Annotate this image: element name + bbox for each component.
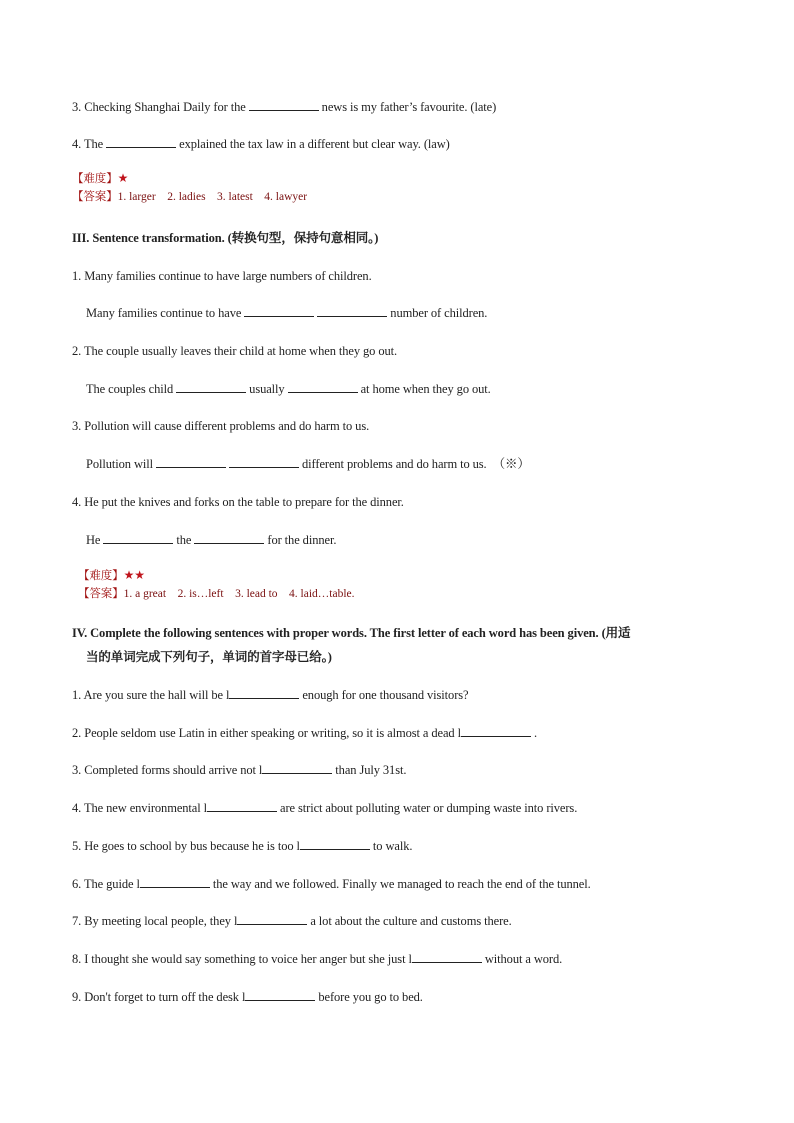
question-iv-2: 2. People seldom use Latin in either speaking or writing, so it is almost a dead l . bbox=[72, 726, 538, 740]
star-icon: ★ bbox=[117, 171, 129, 185]
question-iv-6: 6. The guide l the way and we followed. Finally we managed to reach the end of the tunnel. bbox=[72, 877, 591, 891]
difficulty-ii: 【难度】★ bbox=[72, 171, 129, 185]
question-iii-1-rewrite: Many families continue to have number of children. bbox=[86, 306, 488, 320]
answer-blank[interactable] bbox=[412, 951, 482, 963]
question-iv-5: 5. He goes to school by bus because he is too l to walk. bbox=[72, 839, 413, 853]
answer-blank[interactable] bbox=[461, 725, 531, 737]
question-iii-2-rewrite: The couples child usually at home when they go out. bbox=[86, 382, 491, 396]
answer-blank[interactable] bbox=[262, 762, 332, 774]
question-iii-3-original: 3. Pollution will cause different problems and do harm to us. bbox=[72, 419, 370, 433]
question-iv-9: 9. Don't forget to turn off the desk l before you go to bed. bbox=[72, 990, 423, 1004]
question-iii-1-original: 1. Many families continue to have large numbers of children. bbox=[72, 269, 372, 283]
answer-blank[interactable] bbox=[176, 381, 246, 393]
answer-blank[interactable] bbox=[207, 800, 277, 812]
question-iv-1: 1. Are you sure the hall will be l enough for one thousand visitors? bbox=[72, 688, 469, 702]
question-iv-3: 3. Completed forms should arrive not l than July 31st. bbox=[72, 763, 407, 777]
question-iv-7: 7. By meeting local people, they l a lot about the culture and customs there. bbox=[72, 914, 512, 928]
answer-blank[interactable] bbox=[317, 305, 387, 317]
question-ii-4: 4. The explained the tax law in a different but clear way. (law) bbox=[72, 137, 450, 151]
answer-blank[interactable] bbox=[106, 136, 176, 148]
answer-blank[interactable] bbox=[140, 876, 210, 888]
answer-blank[interactable] bbox=[103, 532, 173, 544]
answers-iii: 【答案】1. a great 2. is…left 3. lead to 4. laid…table. bbox=[78, 588, 355, 600]
answer-blank[interactable] bbox=[229, 687, 299, 699]
answers-ii: 【答案】1. larger 2. ladies 3. latest 4. lawyer bbox=[72, 191, 308, 203]
answer-blank[interactable] bbox=[244, 305, 314, 317]
question-iv-8: 8. I thought she would say something to voice her anger but she just l without a word. bbox=[72, 952, 563, 966]
section-iv-heading-line1: IV. Complete the following sentences with proper words. The first letter of each word has been given. (用适 bbox=[72, 626, 631, 640]
answer-blank[interactable] bbox=[245, 989, 315, 1001]
answer-blank[interactable] bbox=[288, 381, 358, 393]
question-iii-4-original: 4. He put the knives and forks on the table to prepare for the dinner. bbox=[72, 495, 404, 509]
answer-blank[interactable] bbox=[249, 99, 319, 111]
answer-blank[interactable] bbox=[237, 913, 307, 925]
question-iii-2-original: 2. The couple usually leaves their child at home when they go out. bbox=[72, 344, 398, 358]
question-iii-4-rewrite: He the for the dinner. bbox=[86, 533, 337, 547]
answer-blank[interactable] bbox=[156, 456, 226, 468]
question-iii-3-rewrite: Pollution will different problems and do harm to us. （※） bbox=[86, 457, 530, 471]
question-ii-3: 3. Checking Shanghai Daily for the news is my father’s favourite. (late) bbox=[72, 100, 497, 114]
answer-blank[interactable] bbox=[229, 456, 299, 468]
answer-blank[interactable] bbox=[194, 532, 264, 544]
section-iii-heading: III. Sentence transformation. (转换句型，保持句意相同。) bbox=[72, 231, 379, 245]
answer-blank[interactable] bbox=[300, 838, 370, 850]
star-icon: ★★ bbox=[123, 568, 145, 582]
section-iv-heading-line2: 当的单词完成下列句子，单词的首字母已给。) bbox=[86, 650, 332, 664]
question-iv-4: 4. The new environmental l are strict about polluting water or dumping waste into rivers. bbox=[72, 801, 578, 815]
difficulty-iii: 【难度】★★ bbox=[78, 568, 145, 582]
